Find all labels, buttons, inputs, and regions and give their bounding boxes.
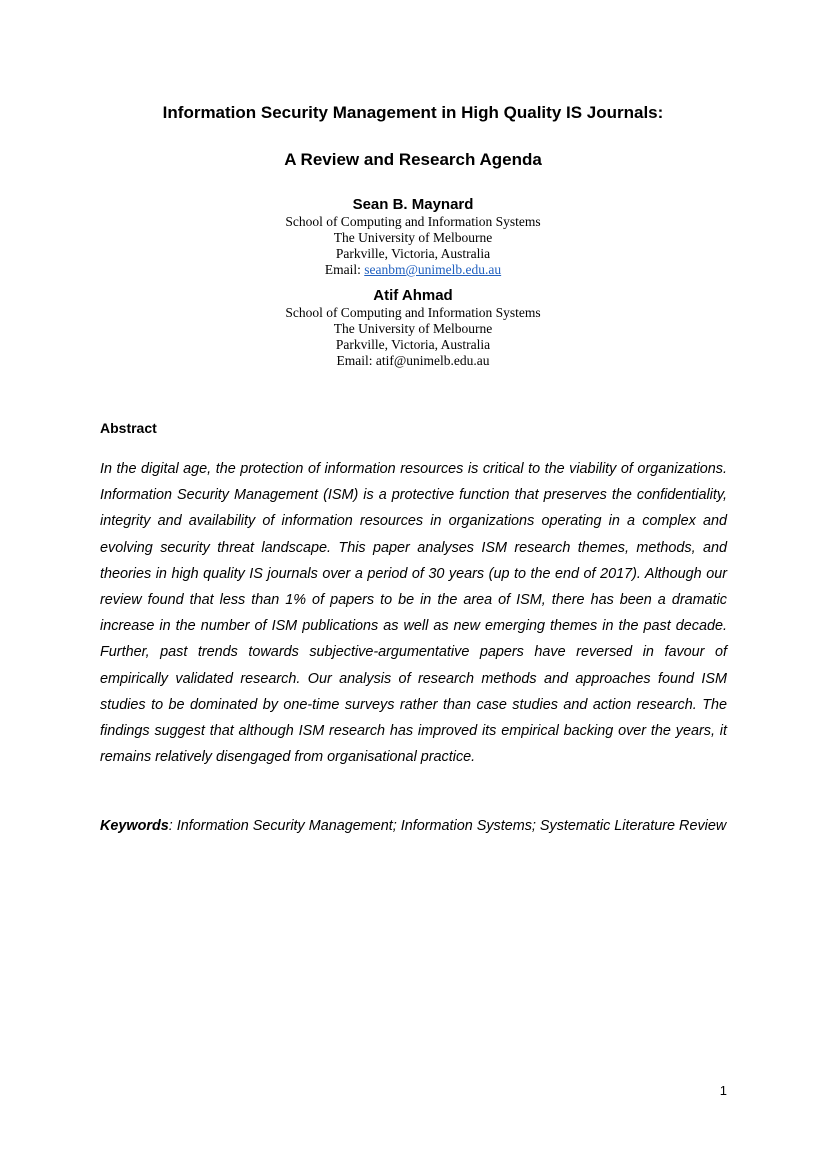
abstract-text: In the digital age, the protection of information resources is critical to the viability of organizations. Information Security Management (ISM) is a protective function that preserves the confidentiality, integrity and availability of information resources in organizations operating in a complex and evolving security threat landscape. This paper analyses ISM research themes, methods, and theories in high quality IS journals over a period of 30 years (up to the end of 2017). Although our review found that less than 1% of papers to be in the area of ISM, there has been a dramatic increase in the number of ISM publications as well as new emerging themes in the past decade. Further, past trends towards subjective-argumentative papers have reversed in favour of empirically validated research. Our analysis of research methods and approaches found ISM studies to be dominated by one-time surveys rather than case studies and action research. The findings suggest that although ISM research has improved its empirical backing over the years, it remains relatively disengaged from organisational practice. xyxy=(100,461,727,766)
author-block-1 xyxy=(60,196,766,278)
author-email-link[interactable]: seanbm@unimelb.edu.au xyxy=(364,262,502,277)
keywords-paragraph xyxy=(100,813,727,839)
email-label: Email: xyxy=(336,353,373,368)
author-email-line xyxy=(60,353,766,369)
keywords-text: : Information Security Management; Information Systems; Systematic Literature Review xyxy=(168,818,727,834)
author-block-2 xyxy=(60,287,766,369)
email-label: Email: xyxy=(324,262,361,277)
author-name: Atif Ahmad xyxy=(373,287,453,304)
abstract-heading: Abstract xyxy=(100,420,157,436)
author-location: Parkville, Victoria, Australia xyxy=(335,246,491,261)
page-number: 1 xyxy=(719,1083,727,1098)
paper-title-line-1: Information Security Management in High Quality IS Journals: xyxy=(162,103,664,122)
paper-title-line-2: A Review and Research Agenda xyxy=(284,150,542,169)
author-email-line xyxy=(60,262,766,278)
author-institution: The University of Melbourne xyxy=(333,321,493,336)
author-department: School of Computing and Information Systems xyxy=(285,214,541,229)
author-department: School of Computing and Information Systems xyxy=(285,305,541,320)
author-name: Sean B. Maynard xyxy=(352,196,474,213)
author-location: Parkville, Victoria, Australia xyxy=(335,337,491,352)
keywords-label: Keywords xyxy=(100,818,169,834)
author-email: atif@unimelb.edu.au xyxy=(375,353,490,368)
author-institution: The University of Melbourne xyxy=(333,230,493,245)
